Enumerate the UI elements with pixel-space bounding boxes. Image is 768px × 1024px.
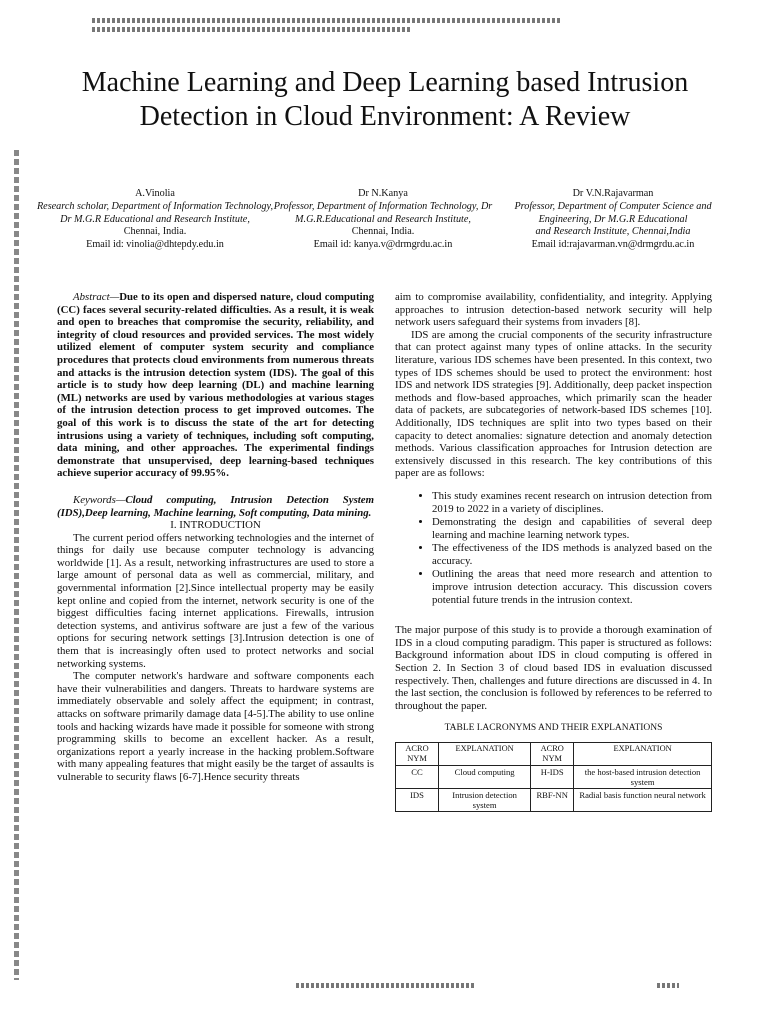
contributions-list bbox=[395, 490, 712, 606]
keywords-label: Keywords— bbox=[73, 493, 126, 506]
author-block-3 bbox=[493, 188, 733, 252]
author-email: Email id:rajavarman.vn@drmgrdu.ac.in bbox=[531, 239, 695, 251]
table-cell: IDS bbox=[396, 789, 439, 812]
footer-placeholder-line bbox=[296, 983, 474, 988]
list-item: • The effectiveness of the IDS methods is analyzed based on the accuracy. bbox=[432, 542, 712, 567]
left-column bbox=[57, 291, 374, 784]
author-name: A.Vinolia bbox=[135, 188, 175, 199]
table-header: ACRO NYM bbox=[531, 743, 574, 766]
author-name: Dr V.N.Rajavarman bbox=[572, 188, 654, 199]
table-cell: Cloud computing bbox=[439, 766, 531, 789]
table-cell: RBF-NN bbox=[531, 789, 574, 812]
body-paragraph: The computer network's hardware and software components each have their vulnerabilities and dangers. Threats to hardware systems are immediately observable and solely affect the equipment; in contrast, attacks on software primarily damage data [4-5].The ability to use online tools and hacking wizards have made it possible for someone with strong programming skills to become an excellent hacker. As a result, organizations report a yearly increase in the hacking problem.Software with many appealing features that might easily be the target of assaults is vulnerable to security flaws [6-7].Hence security threats bbox=[57, 670, 374, 783]
table-row bbox=[396, 789, 712, 812]
author-city: Chennai, India. bbox=[123, 226, 187, 238]
body-paragraph: aim to compromise availability, confidentiality, and integrity. Applying approaches to intrusion detection-based network security will help network users safeguard their systems from invaders [8]. bbox=[395, 291, 712, 329]
author-affiliation: Professor, Department of Information Technology, Dr M.G.R.Educational and Research Institute, bbox=[273, 200, 493, 225]
table-header: EXPLANATION bbox=[574, 743, 712, 766]
right-column bbox=[395, 291, 712, 812]
body-paragraph: IDS are among the crucial components of the security infrastructure that can protect against many types of online attacks. In the security literature, various IDS schemes have been presented. In this context, two types of IDS schemes should be used to protect the environment: host IDS and network IDS strategies [9]. Additionally, deep packet inspection methods and flow-based approaches, which primarily scan the header data of packets, are subcategories of network-based IDS schemes [10]. Additionally, IDS techniques are split into two types based on their capacity to detect anomalies: signature detection and anomaly detection methods. Various classification approaches for Intrusion detection are extensively discussed in this research. The key contributions of this paper are as follows: bbox=[395, 328, 712, 480]
author-email: Email id: kanya.v@drmgrdu.ac.in bbox=[313, 239, 453, 251]
abstract bbox=[57, 291, 374, 480]
table-row bbox=[396, 766, 712, 789]
header-placeholder-lines bbox=[92, 18, 560, 48]
acronym-table bbox=[395, 742, 712, 812]
author-block-2 bbox=[263, 188, 503, 252]
author-email: Email id: vinolia@dhtepdy.edu.in bbox=[86, 239, 224, 251]
margin-identifier-strip bbox=[14, 150, 19, 980]
author-city: Chennai, India. bbox=[351, 226, 415, 238]
table-cell: H-IDS bbox=[531, 766, 574, 789]
list-item: • Demonstrating the design and capabilities of several deep learning and machine learning network types. bbox=[432, 516, 712, 541]
table-cell: CC bbox=[396, 766, 439, 789]
author-block-1 bbox=[35, 188, 275, 252]
abstract-label: Abstract— bbox=[73, 291, 120, 303]
paper-title: Machine Learning and Deep Learning based Intrusion Detection in Cloud Environment: A Review bbox=[81, 67, 689, 132]
section-heading-introduction: I. INTRODUCTION bbox=[170, 519, 261, 532]
author-name: Dr N.Kanya bbox=[358, 188, 408, 199]
table-header: ACRO NYM bbox=[396, 743, 439, 766]
table-header: EXPLANATION bbox=[439, 743, 531, 766]
list-item: • This study examines recent research on intrusion detection from 2019 to 2022 in a variety of disciplines. bbox=[432, 490, 712, 515]
author-city: and Research Institute, Chennai,India bbox=[535, 226, 691, 238]
body-paragraph: The major purpose of this study is to provide a thorough examination of IDS in a cloud computing paradigm. This paper is structured as follows: Background information about IDS in cloud computing is offered in Section 2. In Section 3 of cloud based IDS in evaluation discussed respectively. Then, challenges and future directions are discussed in 4. In the last section, the conclusion is followed by references to be referred to throughout the paper. bbox=[395, 624, 712, 712]
page-number-placeholder bbox=[657, 983, 679, 988]
abstract-text: Due to its open and dispersed nature, cloud computing (CC) faces several security-related difficulties. As a result, it is weak and open to breaches that compromise the security, reliability, and integrity of cloud resources and provided services. The most widely utilized element of computer system security and compliance procedures that protects cloud environments from numerous threats and attacks is the intrusion detection system (IDS). The goal of this article is to study how deep learning (DL) and machine learning (ML) networks are used by various methodologies at various stages of the intrusion detection process to get improved outcomes. The goal of this work is to discuss the state of the art for detecting intrusions using a variety of techniques, including soft computing, data mining, and other approaches. The experimental findings demonstrate that unsupervised, deep learning-based techniques achieve superior accuracy of 99.95%. bbox=[57, 291, 374, 480]
body-paragraph: The current period offers networking technologies and the internet of things for daily use because computer technology is advancing worldwide [1]. As a result, networking infrastructures are used to store a large amount of personal data as well as commercial, military, and governmental information [2].Since intellectual property may be easily kept online and copied from the internet, network security is one of the biggest difficulties facing internet applications. Firewalls, intrusion detection systems, and antivirus software are just a few of the various options for securing network settings [3].Intrusion detection is one of them that is increasingly often used to protect networks and social networking systems. bbox=[57, 531, 374, 670]
list-item: • Outlining the areas that need more research and attention to improve intrusion detection accuracy. This discussion covers potential future trends in the intrusion context. bbox=[432, 568, 712, 606]
table-header-row bbox=[396, 743, 712, 766]
keywords-text: Cloud computing, Intrusion Detection System (IDS),Deep learning, Machine learning, Soft computing, Data mining. bbox=[57, 493, 374, 519]
author-affiliation: Research scholar, Department of Information Technology, Dr M.G.R Educational and Research Institute, bbox=[36, 200, 274, 225]
keywords bbox=[57, 494, 374, 519]
table-cell: Intrusion detection system bbox=[439, 789, 531, 812]
table-cell: the host-based intrusion detection system bbox=[574, 766, 712, 789]
table-cell: Radial basis function neural network bbox=[574, 789, 712, 812]
author-affiliation: Professor, Department of Computer Science and Engineering, Dr M.G.R Educational bbox=[514, 200, 712, 225]
table-caption: TABLE I.ACRONYMS AND THEIR EXPLANATIONS bbox=[444, 723, 663, 734]
